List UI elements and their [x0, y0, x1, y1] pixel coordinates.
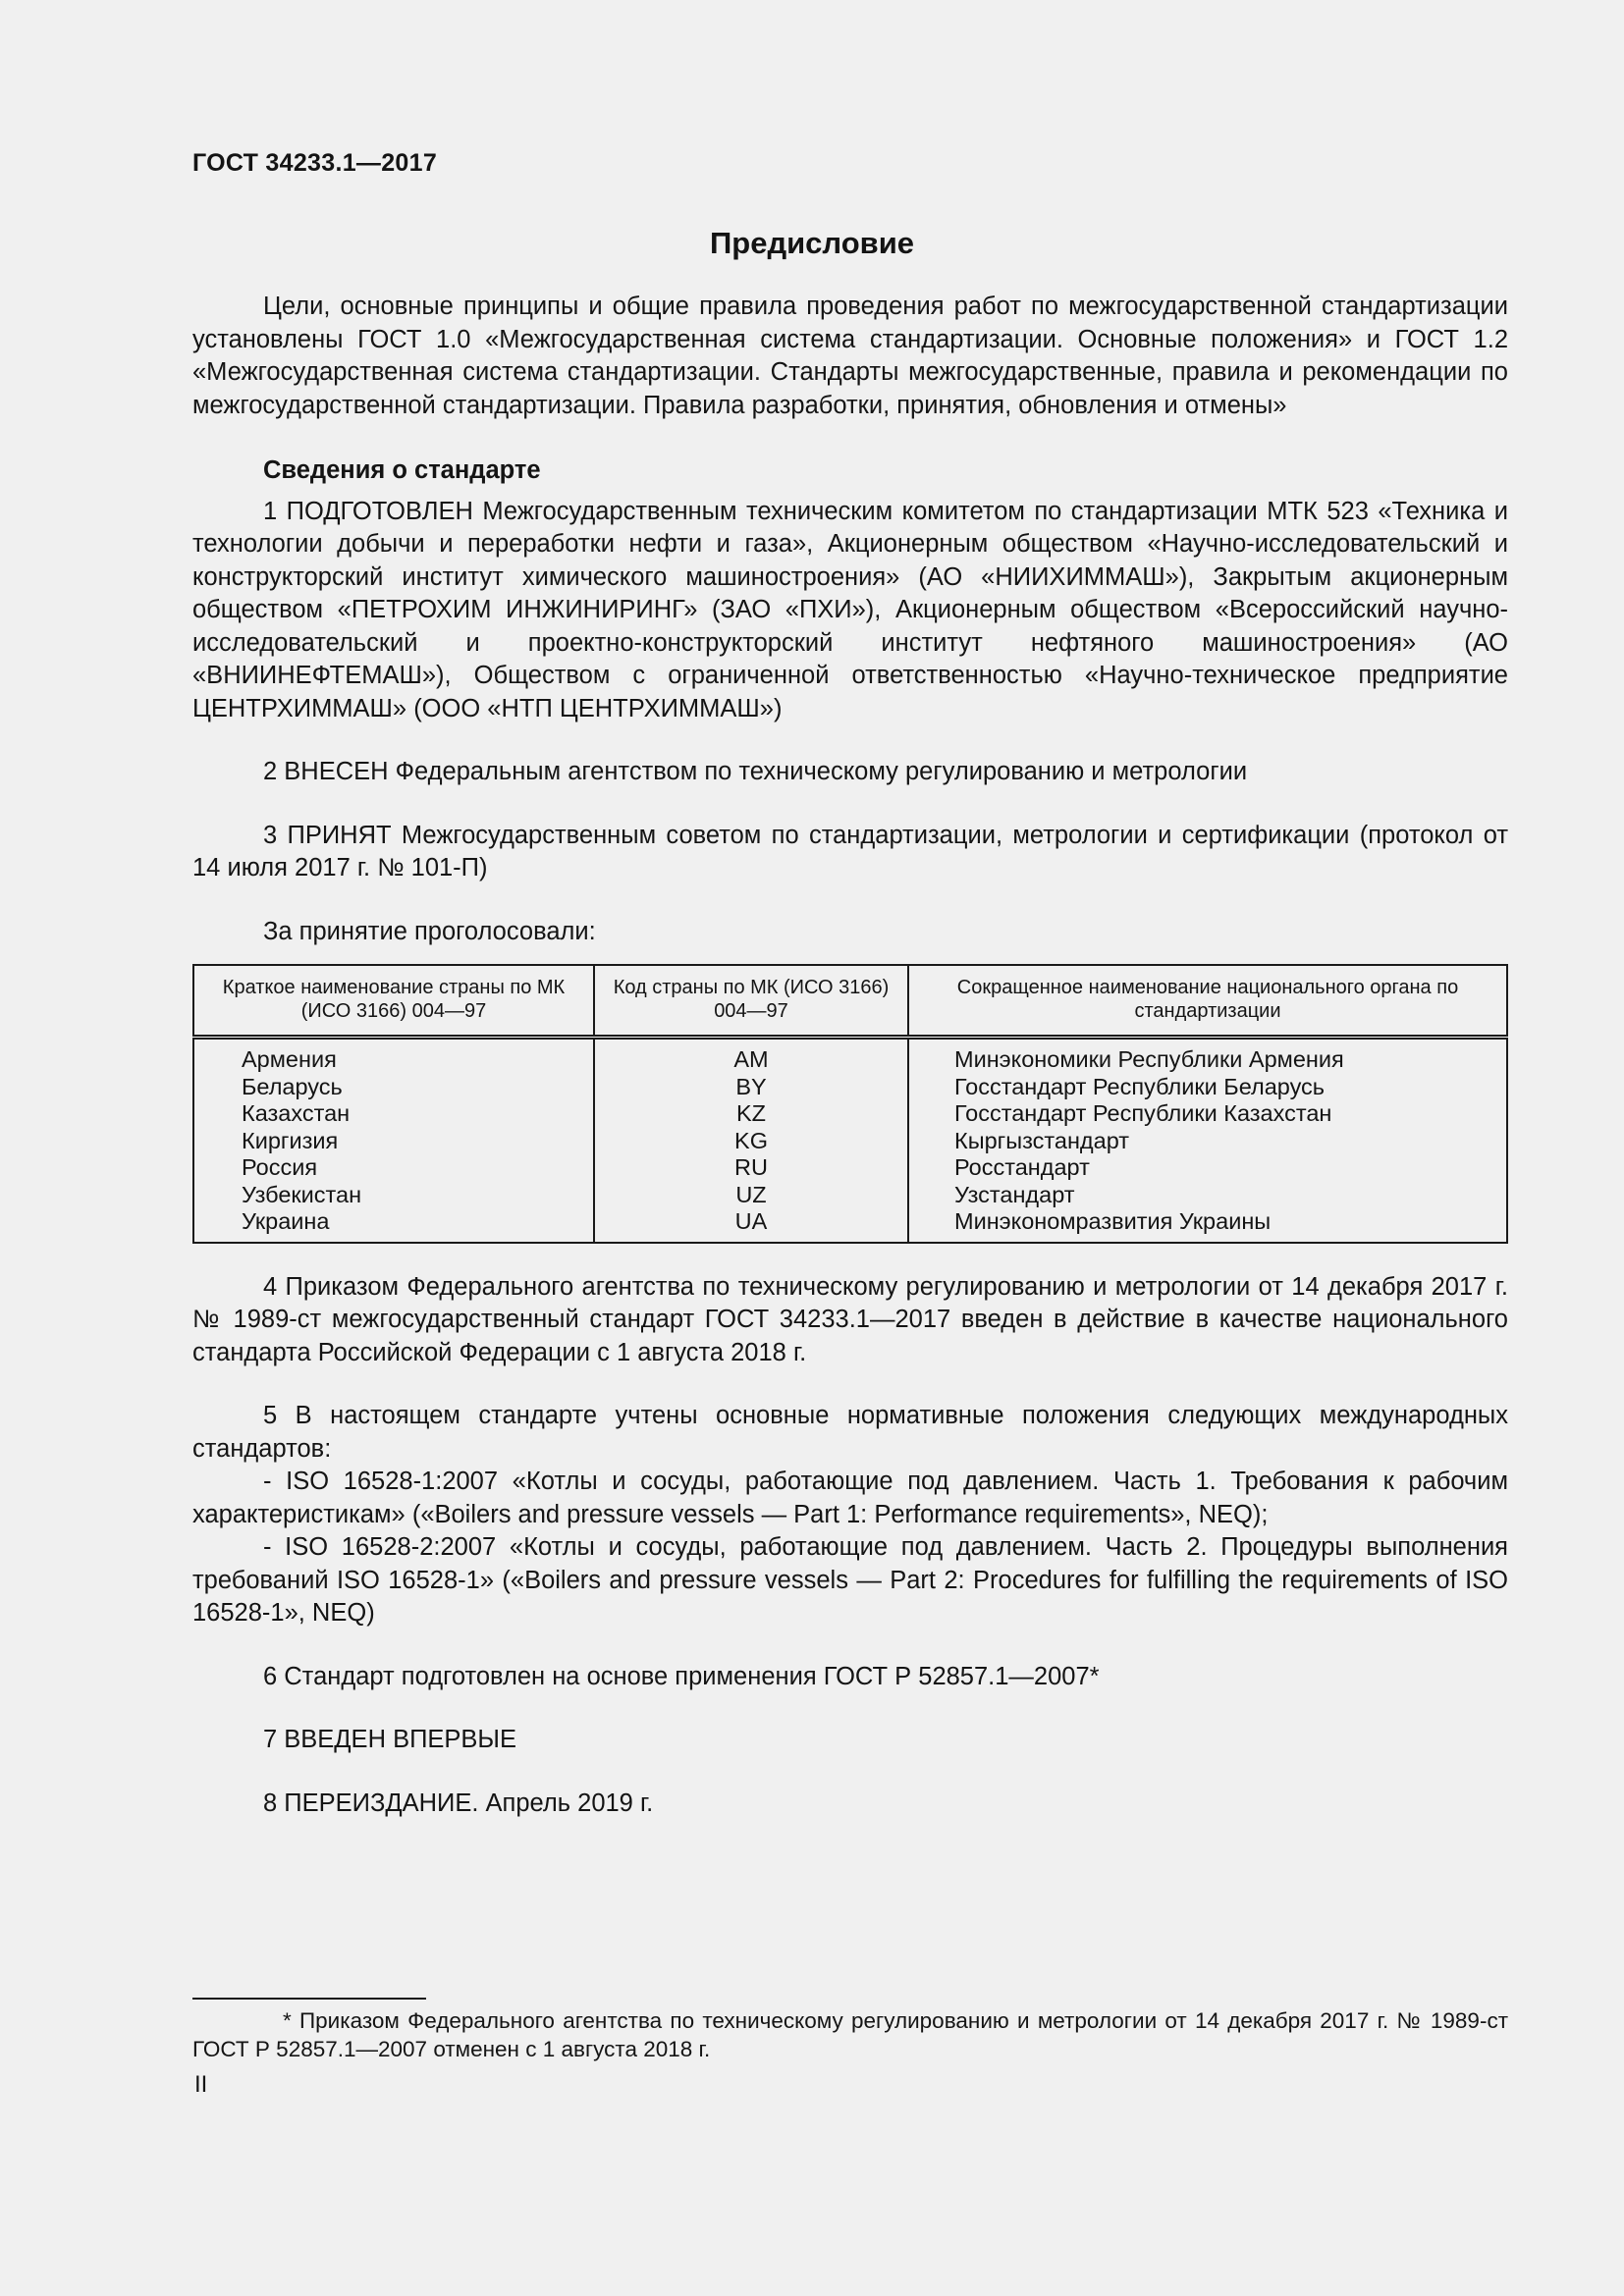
table-cell-country: Украина	[193, 1208, 594, 1243]
table-row	[193, 1100, 1507, 1128]
table-header-country: Краткое наименование страны по МК (ИСО 3166) 004—97	[193, 965, 594, 1038]
table-cell-code: KZ	[594, 1100, 908, 1128]
table-cell-country: Россия	[193, 1154, 594, 1182]
item-1: 1 ПОДГОТОВЛЕН Межгосударственным техническим комитетом по стандартизации МТК 523 «Техника и технологии добычи и переработки нефти и газа», Акционерным обществом «Научно-исследовательский и конструкторский институт химического машиностроения» (АО «НИИХИММАШ»), Закрытым акционерным обществом «ПЕТРОХИМ ИНЖИНИРИНГ» (ЗАО «ПХИ»), Акционерным обществом «Всероссийский научно-исследовательский и проектно-конструкторский институт нефтяного машиностроения» (АО «ВНИИНЕФТЕМАШ»), Обществом с ограниченной ответственностью «Научно-техническое предприятие ЦЕНТРХИММАШ» (ООО «НТП ЦЕНТРХИММАШ»)	[192, 497, 1508, 722]
table-header-code: Код страны по МК (ИСО 3166) 004—97	[594, 965, 908, 1038]
table-cell-code: RU	[594, 1154, 908, 1182]
item-5-standard-1: - ISO 16528-1:2007 «Котлы и сосуды, работающие под давлением. Часть 1. Требования к рабочим характеристикам» («Boilers and pressure vessels — Part 1: Performance requirements», NEQ);	[192, 1468, 1508, 1528]
item-5-standard-2: - ISO 16528-2:2007 «Котлы и сосуды, работающие под давлением. Часть 2. Процедуры выполнения требований ISO 16528-1» («Boilers and pressure vessels — Part 2: Procedures for fulfilling the requirements of ISO 16528-1», NEQ)	[192, 1533, 1508, 1627]
preface-content	[192, 291, 1508, 1820]
table-cell-body: Госстандарт Республики Казахстан	[908, 1100, 1507, 1128]
item-3: 3 ПРИНЯТ Межгосударственным советом по стандартизации, метрологии и сертификации (протокол от 14 июля 2017 г. № 101-П)	[192, 821, 1508, 881]
item-5: 5 В настоящем стандарте учтены основные нормативные положения следующих международных стандартов:	[192, 1402, 1508, 1463]
table-cell-body: Госстандарт Республики Беларусь	[908, 1074, 1507, 1101]
table-row	[193, 1208, 1507, 1243]
table-cell-body: Узстандарт	[908, 1182, 1507, 1209]
table-cell-country: Киргизия	[193, 1128, 594, 1155]
table-header-body: Сокращенное наименование национального органа по стандартизации	[908, 965, 1507, 1038]
table-cell-country: Узбекистан	[193, 1182, 594, 1209]
table-cell-code: UZ	[594, 1182, 908, 1209]
footnote	[192, 2006, 1508, 2063]
voting-table	[192, 964, 1508, 1244]
table-row	[193, 1128, 1507, 1155]
document-header: ГОСТ 34233.1—2017	[192, 149, 438, 177]
table-header-row	[193, 965, 1507, 1038]
footnote-text: * Приказом Федерального агентства по техническому регулированию и метрологии от 14 декабря 2017 г. № 1989-ст ГОСТ Р 52857.1—2007 отменен с 1 августа 2018 г.	[192, 2008, 1508, 2061]
table-cell-country: Армения	[193, 1038, 594, 1074]
table-cell-body: Росстандарт	[908, 1154, 1507, 1182]
table-row	[193, 1182, 1507, 1209]
table-row	[193, 1038, 1507, 1074]
table-cell-code: UA	[594, 1208, 908, 1243]
intro-paragraph: Цели, основные принципы и общие правила проведения работ по межгосударственной стандартизации установлены ГОСТ 1.0 «Межгосударственная система стандартизации. Основные положения» и ГОСТ 1.2 «Межгосударственная система стандартизации. Стандарты межгосударственные, правила и рекомендации по межгосударственной стандартизации. Правила разработки, принятия, обновления и отмены»	[192, 293, 1508, 419]
table-row	[193, 1074, 1507, 1101]
page-title: Предисловие	[709, 226, 914, 260]
subheading: Сведения о стандарте	[263, 456, 541, 484]
item-7: 7 ВВЕДЕН ВПЕРВЫЕ	[263, 1726, 517, 1753]
table-cell-code: KG	[594, 1128, 908, 1155]
table-cell-code: BY	[594, 1074, 908, 1101]
table-cell-country: Беларусь	[193, 1074, 594, 1101]
table-cell-body: Минэкономики Республики Армения	[908, 1038, 1507, 1074]
item-2: 2 ВНЕСЕН Федеральным агентством по техническому регулированию и метрологии	[263, 758, 1248, 785]
footnote-divider	[192, 1998, 426, 2000]
table-cell-country: Казахстан	[193, 1100, 594, 1128]
item-6: 6 Стандарт подготовлен на основе применения ГОСТ Р 52857.1—2007*	[263, 1662, 1100, 1690]
vote-intro: За принятие проголосовали:	[263, 917, 596, 945]
item-4: 4 Приказом Федерального агентства по техническому регулированию и метрологии от 14 декабря 2017 г. № 1989-ст межгосударственный стандарт ГОСТ 34233.1—2017 введен в действие в качестве национального стандарта Российской Федерации с 1 августа 2018 г.	[192, 1272, 1508, 1366]
table-cell-body: Минэкономразвития Украины	[908, 1208, 1507, 1243]
table-row	[193, 1154, 1507, 1182]
page-number: II	[194, 2071, 208, 2098]
table-cell-body: Кыргызстандарт	[908, 1128, 1507, 1155]
item-8: 8 ПЕРЕИЗДАНИЕ. Апрель 2019 г.	[263, 1789, 654, 1817]
table-cell-code: AM	[594, 1038, 908, 1074]
